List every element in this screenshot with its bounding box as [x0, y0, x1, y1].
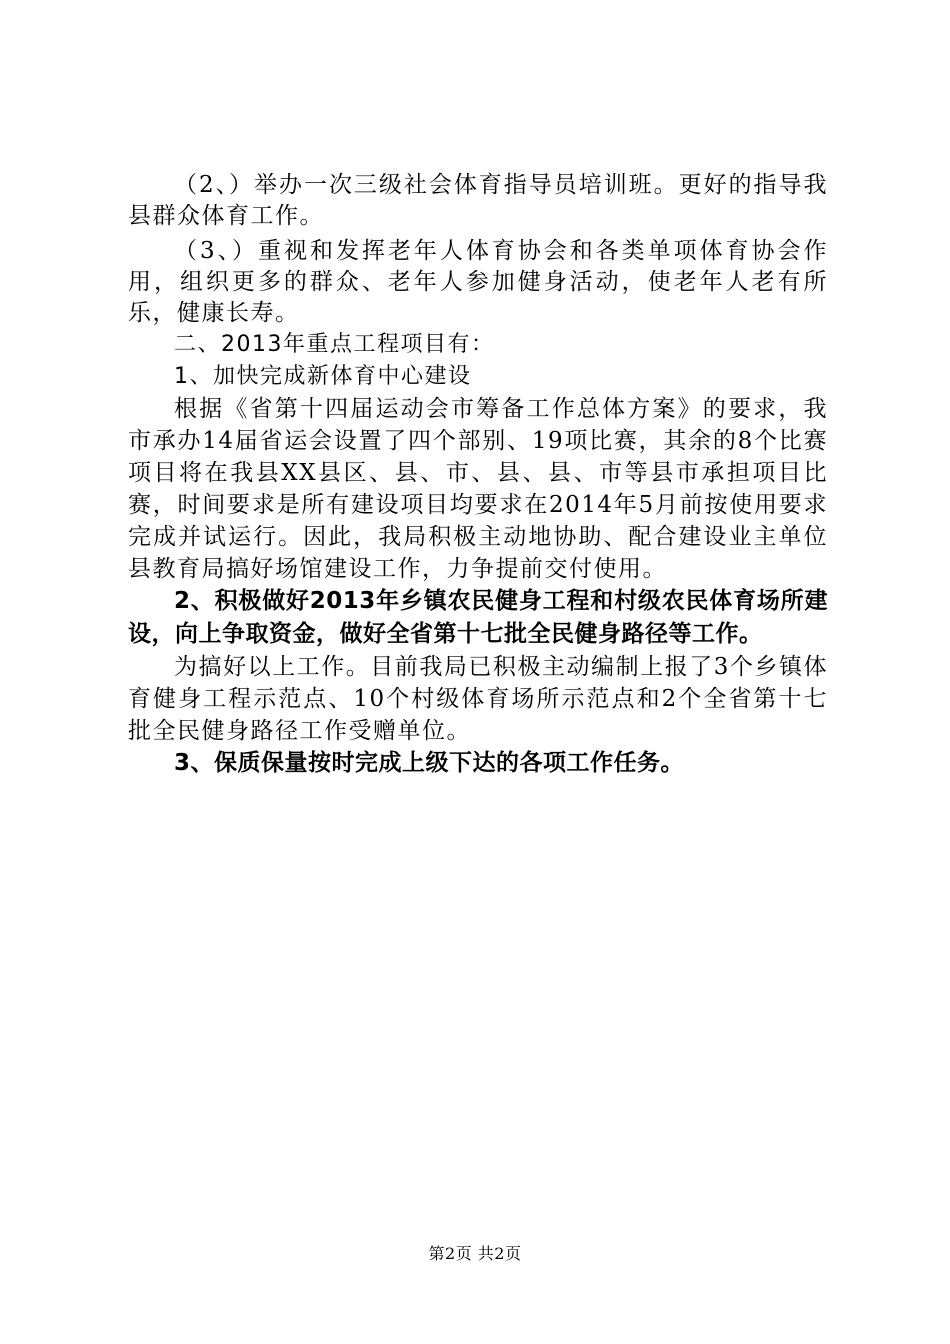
- paragraph-elderly-association: （3、）重视和发挥老年人体育协会和各类单项体育协会作用，组织更多的群众、老年人参加健身活动，使老年人老有所乐，健康长寿。: [128, 238, 828, 326]
- paragraph-reported-sites: 为搞好以上工作。目前我局已积极主动编制上报了3个乡镇体育健身工程示范点、10个村级体育场所示范点和2个全省第十七批全民健身路径工作受赠单位。: [128, 654, 828, 744]
- heading-sports-center: 1、加快完成新体育中心建设: [174, 364, 472, 389]
- paragraph-provincial-games: 根据《省第十四届运动会市筹备工作总体方案》的要求，我市承办14届省运会设置了四个部别、19项比赛，其余的8个比赛项目将在我县XX县区、县、市、县、县、市等县市承担项目比赛，时间要求是所有建设项目均要求在2014年5月前按使用要求完成并试运行。因此，我局积极主动地协助、配合建设业主单位县教育局搞好场馆建设工作，力争提前交付使用。: [128, 396, 828, 582]
- page-footer: 第2页 共2页: [428, 1244, 522, 1263]
- heading-farmer-fitness: 2、积极做好2013年乡镇农民健身工程和村级农民体育场所建设，向上争取资金，做好全省第十七批全民健身路径等工作。: [128, 588, 828, 647]
- heading-key-projects: 二、2013年重点工程项目有：: [174, 332, 495, 357]
- heading-complete-tasks: 3、保质保量按时完成上级下达的各项工作任务。: [174, 750, 685, 776]
- document-body: [128, 170, 828, 780]
- paragraph-training-class: （2、）举办一次三级社会体育指导员培训班。更好的指导我县群众体育工作。: [128, 172, 828, 229]
